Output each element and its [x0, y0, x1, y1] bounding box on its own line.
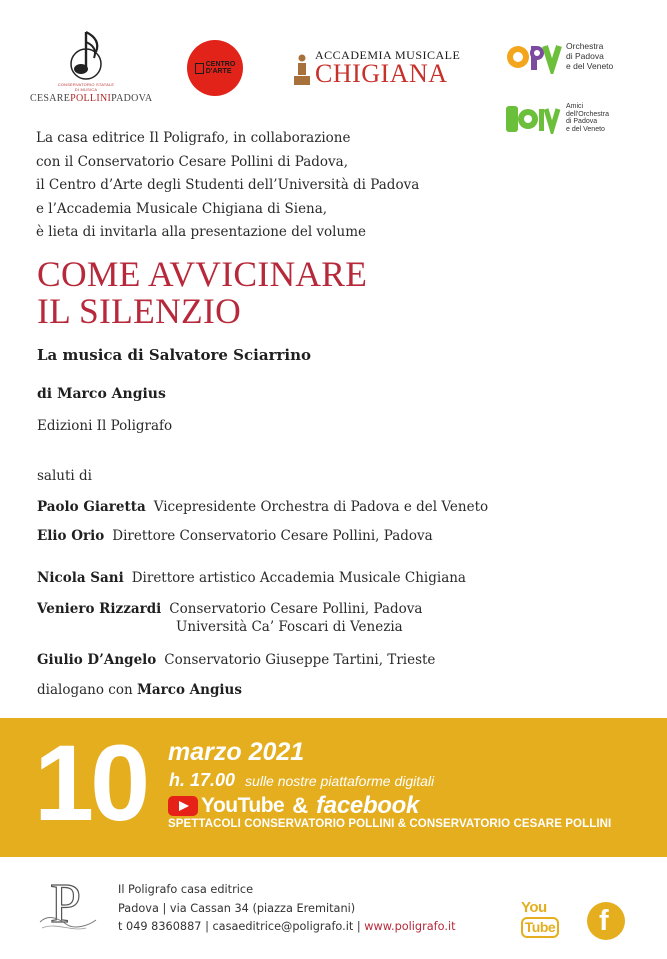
- intro-paragraph: [36, 127, 456, 245]
- book-title-line2: IL SILENZIO: [37, 291, 242, 331]
- conservatorio-small-2: DI MUSICA: [74, 87, 98, 92]
- event-time: h. 17.00: [169, 770, 236, 790]
- speaker-row: [37, 651, 435, 669]
- opv-line-1: Orchestra: [566, 41, 604, 51]
- speaker-name: Nicola Sani: [37, 570, 124, 586]
- speaker-name: Giulio D’Angelo: [37, 652, 157, 668]
- logo-bar: [0, 0, 667, 133]
- facebook-footer-icon[interactable]: [587, 902, 625, 940]
- speaker-role: Vicepresidente Orchestra di Padova e del Veneto: [153, 499, 489, 515]
- chigiana-tower-icon: [293, 54, 311, 86]
- intro-line: è lieta di invitarla alla presentazione del volume: [36, 224, 366, 240]
- book-author: di Marco Angius: [37, 386, 166, 402]
- speaker-row: [37, 600, 423, 635]
- amici-line-3: di Padova: [566, 118, 598, 126]
- opv-logo: [506, 40, 636, 74]
- speaker-role: Direttore artistico Accademia Musicale Chigiana: [131, 570, 466, 586]
- conservatorio-small-1: CONSERVATORIO STATALE: [57, 82, 115, 87]
- dialog-prefix: dialogano con: [37, 682, 133, 698]
- poligrafo-logo-letter: P: [50, 873, 82, 932]
- speaker-name: Elio Orio: [37, 528, 105, 544]
- speaker-role-2: Università Ca’ Foscari di Venezia: [176, 619, 403, 635]
- speaker-row: [37, 498, 488, 516]
- chigiana-logo: [293, 48, 461, 88]
- chigiana-line2: CHIGIANA: [315, 59, 448, 88]
- footer-address: [118, 881, 456, 937]
- footer-line-3: [118, 918, 456, 937]
- event-platform-note: sulle nostre piattaforme digitali: [245, 773, 435, 789]
- intro-line: con il Conservatorio Cesare Pollini di Padova,: [36, 153, 349, 170]
- music-note-icon: [64, 28, 108, 82]
- event-month-year: marzo 2021: [168, 738, 305, 766]
- opv-line-3: e del Veneto: [566, 61, 614, 71]
- opv-mark-icon: [506, 40, 562, 74]
- amici-line-1: Amici: [566, 103, 584, 110]
- poligrafo-logo-icon: [38, 872, 110, 932]
- amici-opv-logo: [506, 104, 636, 136]
- event-day: 10: [34, 722, 147, 843]
- speaker-row: [37, 569, 466, 587]
- youtube-label: YouTube: [201, 794, 285, 817]
- intro-line: e l’Accademia Musicale Chigiana di Siena,: [36, 200, 328, 217]
- chigiana-line1: ACCADEMIA MUSICALE: [315, 48, 461, 62]
- youtube-link[interactable]: [168, 794, 284, 818]
- footer-website-link[interactable]: www.poligrafo.it: [364, 920, 456, 933]
- conservatorio-name: CESAREPOLLINIPADOVA: [30, 93, 153, 104]
- speaker-role: Conservatorio Giuseppe Tartini, Trieste: [164, 652, 436, 668]
- book-title-line1: COME AVVICINARE: [37, 254, 368, 294]
- footer-line-1: Il Poligrafo casa editrice: [118, 883, 254, 896]
- facebook-footer-letter: f: [599, 905, 609, 937]
- centro-text-2: D'ARTE: [205, 68, 232, 75]
- book-subtitle: La musica di Salvatore Sciarrino: [37, 346, 311, 364]
- centro-text-1: CENTRO: [205, 61, 236, 68]
- dialog-name: Marco Angius: [136, 682, 242, 698]
- opv-line-2: di Padova: [566, 51, 604, 61]
- platform-amp: &: [292, 793, 309, 818]
- amici-line-2: dell'Orchestra: [566, 110, 609, 118]
- speaker-role: Conservatorio Cesare Pollini, Padova: [169, 601, 423, 617]
- youtube-footer-bottom: Tube: [521, 917, 559, 938]
- conservatorio-logo: [30, 28, 153, 108]
- intro-line: il Centro d’Arte degli Studenti dell’Università di Padova: [36, 177, 420, 193]
- speaker-name: Paolo Giaretta: [37, 499, 146, 515]
- footer-line-2: Padova | via Cassan 34 (piazza Eremitani): [118, 901, 356, 915]
- greetings-label: saluti di: [37, 468, 92, 484]
- dialog-line: [37, 682, 242, 698]
- platforms-row: [168, 792, 419, 820]
- youtube-footer-icon[interactable]: [519, 899, 563, 943]
- footer-contact: t 049 8360887 | casaeditrice@poligrafo.it |: [118, 920, 361, 933]
- centro-darte-logo: [187, 40, 243, 96]
- centro-square-icon: [195, 63, 204, 74]
- speaker-name: Veniero Rizzardi: [37, 601, 162, 617]
- event-band: [0, 718, 667, 857]
- event-time-line: [169, 770, 434, 791]
- event-channels: SPETTACOLI CONSERVATORIO POLLINI & CONSERVATORIO CESARE POLLINI: [168, 818, 612, 830]
- youtube-footer-top: You: [521, 899, 547, 916]
- book-publisher: Edizioni Il Poligrafo: [37, 418, 173, 434]
- amici-line-4: e del Veneto: [566, 125, 605, 133]
- youtube-play-icon: [168, 796, 198, 816]
- speaker-row: [37, 527, 433, 545]
- speaker-role: Direttore Conservatorio Cesare Pollini, Padova: [112, 528, 433, 544]
- intro-line: La casa editrice Il Poligrafo, in collaborazione: [36, 130, 351, 146]
- book-title: [37, 256, 367, 330]
- facebook-link[interactable]: facebook: [316, 792, 420, 819]
- amici-opv-mark-icon: [506, 104, 562, 134]
